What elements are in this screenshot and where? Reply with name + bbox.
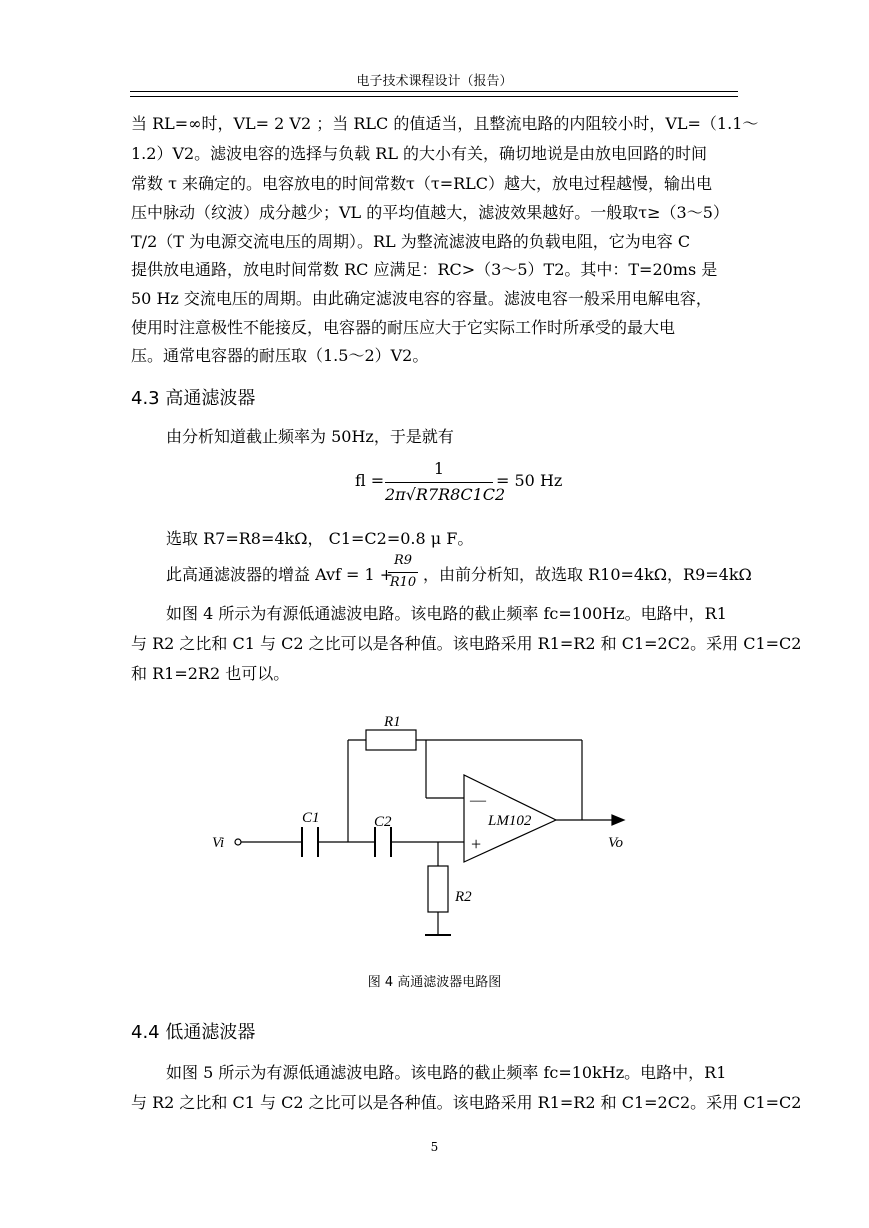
gain-numerator: R9	[393, 553, 413, 568]
running-header: 电子技术课程设计（报告）	[356, 74, 513, 89]
formula-rhs: = 50 Hz	[496, 471, 563, 490]
label-c2: C2	[374, 814, 392, 830]
para1-line-8: 使用时注意极性不能接反，电容器的耐压应大于它实际工作时所承受的最大电	[131, 318, 676, 337]
para1-line-7: 50 Hz 交流电压的周期。由此确定滤波电容的容量。滤波电容一般采用电解电容，	[131, 289, 712, 308]
para1-line-4: 压中脉动（纹波）成分越少；VL 的平均值越大，滤波效果越好。一般取τ≥（3～5）	[131, 203, 729, 222]
label-minus: —	[470, 792, 486, 809]
gain-prefix: 此高通滤波器的增益 Avf = 1 +	[166, 565, 394, 584]
para1-line-6: 提供放电通路，放电时间常数 RC 应满足：RC>（3～5）T2。其中：T=20ms 是	[131, 260, 718, 279]
resistor-r2	[428, 866, 448, 912]
para1-line-9: 压。通常电容器的耐压取（1.5～2）V2。	[131, 346, 429, 365]
label-vin: Vi	[212, 835, 225, 851]
formula-fraction-bar	[385, 482, 493, 483]
para1-line-5: T/2（T 为电源交流电压的周期）。RL 为整流滤波电路的负载电阻，它为电容 C	[131, 232, 691, 251]
formula-numerator: 1	[433, 459, 445, 478]
figure-caption: 图 4 高通滤波器电路图	[367, 975, 502, 990]
page-number: 5	[430, 1140, 439, 1154]
section-4-4-heading: 4.4 低通滤波器	[131, 1022, 256, 1043]
label-r2: R2	[455, 889, 472, 905]
formula-denominator: 2π√R7R8C1C2	[385, 485, 506, 504]
component-selection: 选取 R7=R8=4kΩ， C1=C2=0.8 μ F。	[166, 529, 474, 548]
section-4-3-para-line-1: 如图 4 所示为有源低通滤波电路。该电路的截止频率 fc=100Hz。电路中，R1	[166, 604, 727, 623]
gain-denominator: R10	[389, 575, 417, 590]
para1-line-2: 1.2）V2。滤波电容的选择与负载 RL 的大小有关，确切地说是由放电回路的时间	[131, 144, 708, 163]
section-4-3-heading: 4.3 高通滤波器	[131, 388, 256, 409]
label-r1: R1	[384, 714, 401, 730]
section-4-3-intro: 由分析知道截止频率为 50Hz，于是就有	[166, 427, 454, 446]
section-4-4-para-line-1: 如图 5 所示为有源低通滤波电路。该电路的截止频率 fc=10kHz。电路中，R1	[166, 1063, 727, 1082]
formula-lhs: fl =	[355, 471, 385, 490]
resistor-r1	[366, 730, 416, 750]
section-4-3-para-line-3: 和 R1=2R2 也可以。	[131, 664, 290, 683]
input-terminal	[235, 839, 241, 845]
label-opamp: LM102	[488, 813, 532, 829]
label-vout: Vo	[608, 835, 623, 851]
gain-suffix: ，由前分析知，故选取 R10=4kΩ，R9=4kΩ	[423, 565, 752, 584]
header-rule	[130, 91, 738, 92]
label-plus: +	[471, 834, 482, 854]
section-4-3-para-line-2: 与 R2 之比和 C1 与 C2 之比可以是各种值。该电路采用 R1=R2 和 C1=2C2。采用 C1=C2	[131, 634, 802, 653]
section-4-4-para-line-2: 与 R2 之比和 C1 与 C2 之比可以是各种值。该电路采用 R1=R2 和 C1=2C2。采用 C1=C2	[131, 1093, 802, 1112]
gain-fraction-bar	[388, 572, 418, 573]
label-c1: C1	[302, 810, 320, 826]
para1-line-1: 当 RL=∞时，VL= 2 V2 ；当 RLC 的值适当，且整流电路的内阻较小时，VL=（1.1～	[131, 114, 759, 133]
high-pass-filter-circuit	[0, 700, 869, 950]
header-rule-thin	[130, 96, 738, 97]
para1-line-3: 常数 τ 来确定的。电容放电的时间常数τ（τ=RLC）越大，放电过程越慢，输出电	[131, 174, 713, 193]
